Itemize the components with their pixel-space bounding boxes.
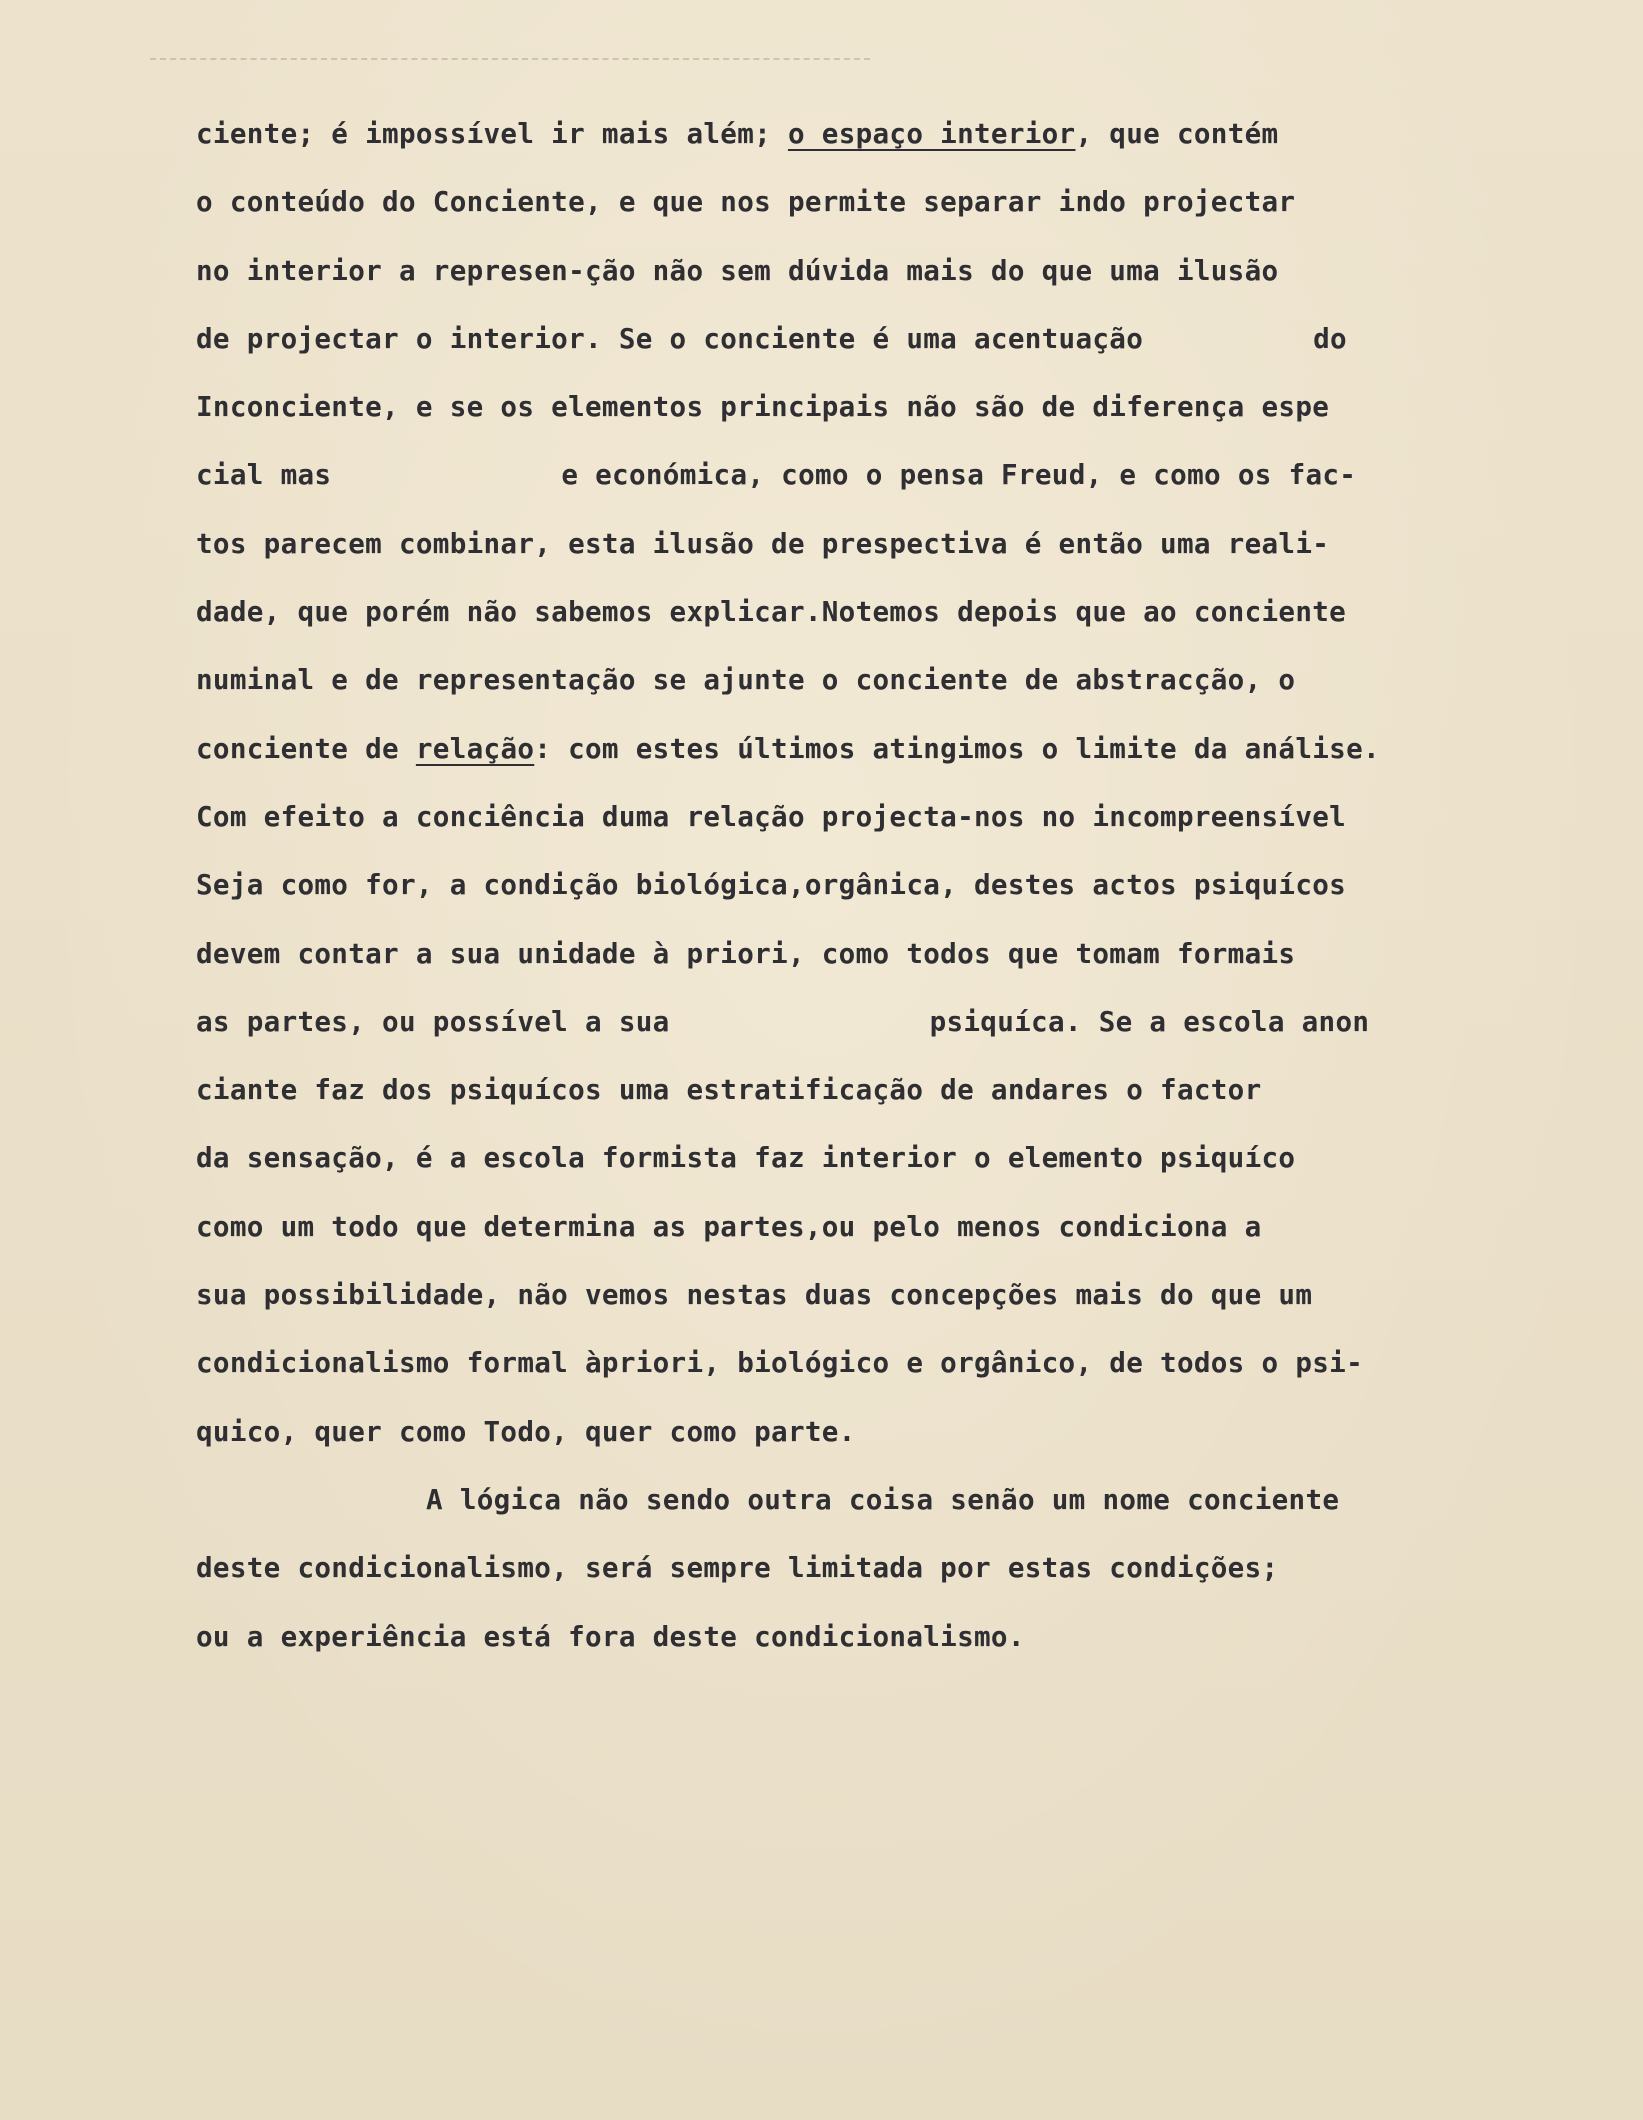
text-line: tos parecem combinar, esta ilusão de prespectiva é então uma reali- — [196, 526, 1330, 560]
text-line: no interior a represen-ção não sem dúvida mais do que uma ilusão — [196, 253, 1279, 287]
text-line: devem contar a sua unidade à priori, como todos que tomam formais — [196, 936, 1296, 970]
text-line: como um todo que determina as partes,ou pelo menos condiciona a — [196, 1209, 1262, 1243]
text-line: sua possibilidade, não vemos nestas duas concepções mais do que um — [196, 1278, 1313, 1312]
underlined-phrase: o espaço interior — [787, 117, 1076, 150]
text-line: Seja como for, a condição biológica,orgânica, destes actos psiquícos — [196, 868, 1347, 902]
text-line: cial mas e económica, como o pensa Freud, e como os fac- — [196, 458, 1357, 492]
text-line: Inconciente, e se os elementos principais não são de diferença espe — [196, 390, 1330, 424]
text-line: quico, quer como Todo, quer como parte. — [196, 1414, 856, 1448]
text-line: de projectar o interior. Se o conciente é uma acentuação do — [196, 321, 1347, 355]
text-line: da sensação, é a escola formista faz interior o elemento psiquíco — [196, 1141, 1296, 1175]
text-line: Com efeito a conciência duma relação projecta-nos no incompreensível — [196, 799, 1347, 833]
text-line: condicionalismo formal àpriori, biológico e orgânico, de todos o psi- — [196, 1346, 1363, 1380]
text-line: numinal e de representação se ajunte o conciente de abstracção, o — [196, 663, 1296, 697]
text-line: ciante faz dos psiquícos uma estratificação de andares o factor — [196, 1073, 1262, 1107]
underlined-word: relação — [415, 731, 535, 765]
text-line: ciente; é impossível ir mais além; o espaço interior, que contém — [196, 117, 1279, 150]
text-line: A lógica não sendo outra coisa senão um nome conciente — [426, 1482, 1340, 1516]
text-line: deste condicionalismo, será sempre limitada por estas condições; — [196, 1551, 1279, 1585]
text-line: conciente de relação: com estes últimos atingimos o limite da análise. — [196, 731, 1380, 765]
text-line: o conteúdo do Conciente, e que nos permite separar indo projectar — [196, 185, 1296, 219]
text-line: ou a experiência está fora deste condicionalismo. — [196, 1619, 1025, 1653]
text-line: as partes, ou possível a sua psiquíca. Se a escola anon — [196, 1004, 1370, 1038]
page-text — [196, 108, 1586, 1679]
top-edge-marks — [150, 58, 870, 64]
text-line: dade, que porém não sabemos explicar.Notemos depois que ao conciente — [196, 595, 1347, 629]
